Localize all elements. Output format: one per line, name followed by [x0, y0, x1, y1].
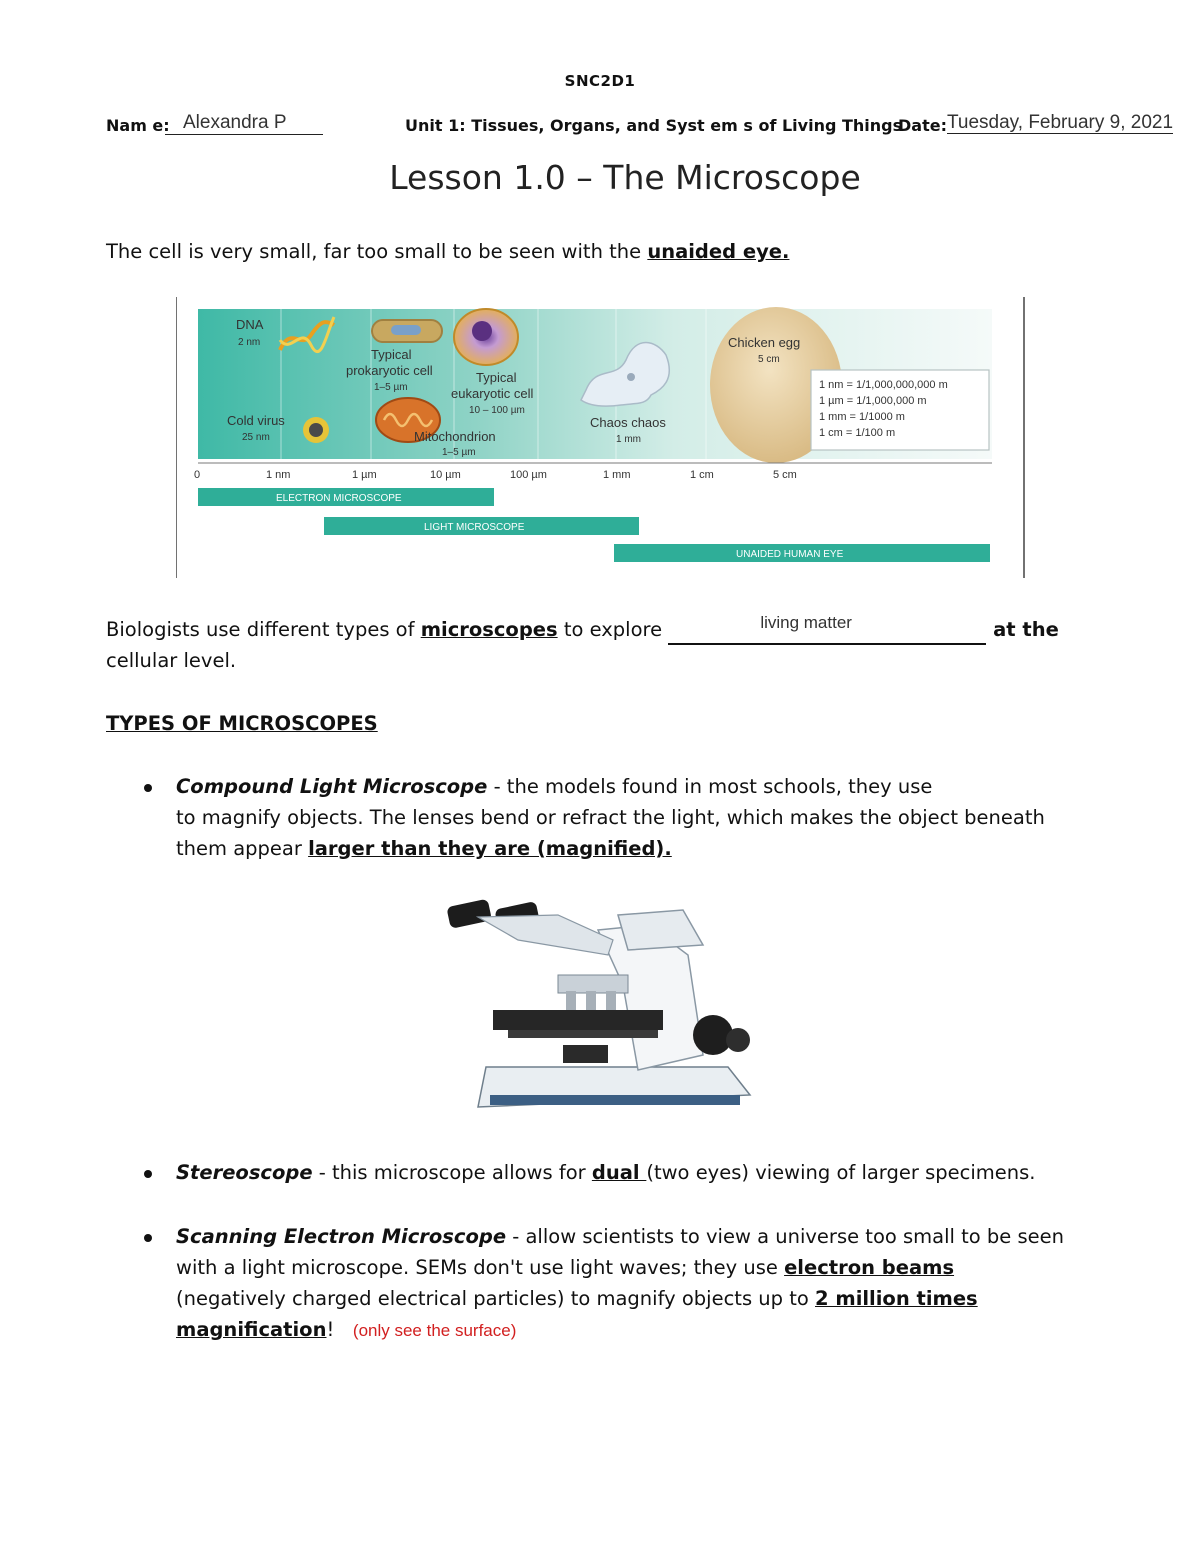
size-chicken-egg: 5 cm: [758, 354, 780, 365]
living-matter-blank[interactable]: [668, 613, 986, 645]
label-mitochondrion: Mitochondrion: [414, 429, 496, 444]
tick-1nm: 1 nm: [266, 469, 291, 481]
stereoscope-paragraph: [176, 1157, 1136, 1188]
biologists-text-1: Biologists use different types of: [106, 618, 421, 641]
size-cold-virus: 25 nm: [242, 432, 270, 443]
two-million-emphasis: 2 million times: [815, 1287, 978, 1310]
tick-5cm: 5 cm: [773, 469, 797, 481]
sem-term: Scanning Electron Microscope: [176, 1225, 507, 1248]
size-scale-diagram: [176, 295, 1026, 580]
bullet-dot: [144, 1234, 152, 1242]
compound-line-1: - the models found in most schools, they use: [487, 775, 933, 798]
prokaryotic-cell-illustration: [372, 320, 442, 342]
intro-text: The cell is very small, far too small to be seen with the: [106, 240, 648, 263]
label-chicken-egg: Chicken egg: [728, 335, 801, 350]
tick-1um: 1 µm: [352, 469, 377, 481]
unit-title: Unit 1: Tissues, Organs, and Syst em s of Living Things: [405, 116, 903, 135]
size-eukaryote: 10 – 100 µm: [469, 405, 525, 416]
compound-line-3: them appear: [176, 837, 309, 860]
compound-paragraph: [176, 771, 1136, 864]
label-cold-virus: Cold virus: [227, 413, 285, 428]
sem-line-3: (negatively charged electrical particles) to magnify objects up to: [176, 1287, 816, 1310]
tick-1cm: 1 cm: [690, 469, 714, 481]
stereoscope-term: Stereoscope: [176, 1161, 313, 1184]
microscope-illustration: [438, 895, 760, 1120]
range-eye: UNAIDED HUMAN EYE: [736, 549, 844, 560]
microscope-image: [438, 895, 760, 1120]
stereoscope-text-2: (two eyes) viewing of larger specimens.: [646, 1161, 1036, 1184]
stereoscope-text-1: - this microscope allows for: [312, 1161, 592, 1184]
eukaryotic-cell-illustration: [454, 309, 518, 365]
sem-paragraph: [176, 1221, 1136, 1346]
conversion-3: 1 mm = 1/1000 m: [819, 411, 905, 423]
tick-10um: 10 µm: [430, 469, 461, 481]
cold-virus-illustration: [303, 417, 329, 443]
compound-emphasis: larger than they are (magnified).: [308, 837, 672, 860]
intro-paragraph: [106, 236, 789, 267]
size-chaos: 1 mm: [616, 434, 641, 445]
size-scale-figure: [176, 295, 1026, 580]
compound-term: Compound Light Microscope: [176, 775, 488, 798]
page-title: Lesson 1.0 – The Microscope: [389, 158, 861, 197]
sem-line-1: - allow scientists to view a universe too small to be seen: [506, 1225, 1064, 1248]
size-dna: 2 nm: [238, 337, 261, 348]
biologists-text-3: at the: [986, 618, 1059, 641]
size-mitochondrion: 1–5 µm: [442, 447, 476, 458]
course-code: SNC2D1: [564, 72, 636, 90]
conversion-4: 1 cm = 1/100 m: [819, 427, 896, 439]
living-matter-answer: living matter: [760, 613, 852, 632]
dual-emphasis: dual: [591, 1161, 647, 1184]
label-prokaryote-1: Typical: [371, 347, 412, 362]
name-field[interactable]: Alexandra P: [165, 112, 323, 135]
label-chaos: Chaos chaos: [590, 415, 666, 430]
range-light: LIGHT MICROSCOPE: [424, 522, 525, 533]
tick-1mm: 1 mm: [603, 469, 631, 481]
conversion-2: 1 µm = 1/1,000,000 m: [819, 395, 927, 407]
biologists-text-2: to explore: [557, 618, 669, 641]
name-label: Nam e:: [106, 116, 170, 135]
date-field[interactable]: [947, 112, 1173, 134]
electron-beams-emphasis: electron beams: [784, 1256, 955, 1279]
date-value: Tuesday, February 9, 2021: [947, 112, 1174, 133]
label-eukaryote-1: Typical: [476, 370, 517, 385]
biologists-paragraph: [106, 614, 1106, 676]
size-prokaryote: 1–5 µm: [374, 382, 408, 393]
bullet-dot: [144, 1170, 152, 1178]
biologists-text-4: cellular level.: [106, 649, 237, 672]
bullet-dot: [144, 784, 152, 792]
tick-0: 0: [194, 469, 201, 481]
microscopes-emphasis: microscopes: [420, 618, 558, 641]
date-label: Date:: [898, 116, 947, 135]
label-eukaryote-2: eukaryotic cell: [451, 386, 534, 401]
types-heading: TYPES OF MICROSCOPES: [106, 712, 378, 735]
intro-emphasis: unaided eye.: [647, 240, 790, 263]
label-dna: DNA: [236, 317, 264, 332]
tick-100um: 100 µm: [510, 469, 547, 481]
magnification-emphasis: magnification: [176, 1318, 327, 1341]
range-electron: ELECTRON MICROSCOPE: [276, 493, 402, 504]
label-prokaryote-2: prokaryotic cell: [346, 363, 433, 378]
sem-line-2: with a light microscope. SEMs don't use light waves; they use: [176, 1256, 785, 1279]
sem-exclaim: !: [326, 1318, 335, 1341]
conversion-1: 1 nm = 1/1,000,000,000 m: [819, 379, 948, 391]
surface-note: (only see the surface): [352, 1321, 517, 1340]
compound-line-2: to magnify objects. The lenses bend or refract the light, which makes the object beneath: [176, 806, 1045, 829]
scale-ticks: [194, 469, 797, 481]
